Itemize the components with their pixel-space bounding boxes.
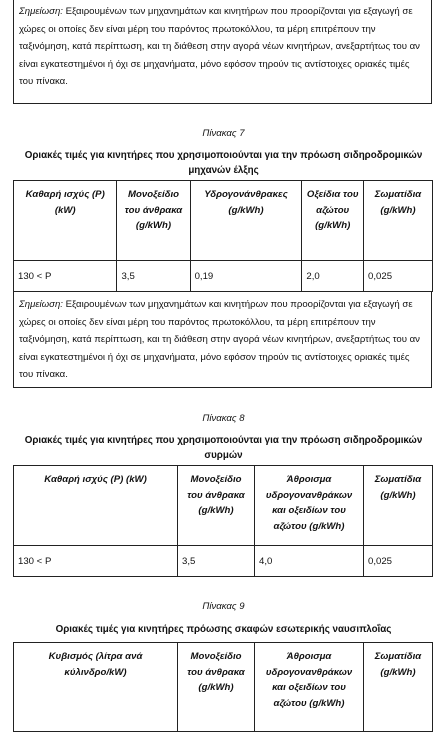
table8-header-hc-nox: Άθροισμα υδρογονανθράκων και οξειδίων του αζώτου (g/kWh) [255,466,364,546]
note-label: Σημείωση: [19,6,63,17]
table7-cell-hc: 0,19 [190,261,302,292]
table8-cell-co: 3,5 [178,546,255,577]
table9 [13,642,433,732]
table9-header-pm: Σωματίδια (g/kWh) [364,643,433,732]
table8-cell-hc-nox: 4,0 [255,546,364,577]
table-row [14,546,433,577]
table8-caption: Πίνακας 8 [202,413,245,424]
table-header-row [14,181,433,261]
note-box-top [13,0,432,104]
table9-header-displacement: Κυβισμός (λίτρα ανά κύλινδρο/kW) [14,643,178,732]
table9-header-co: Μονοξείδιο του άνθρακα (g/kWh) [178,643,255,732]
table7-title: Οριακές τιμές για κινητήρες που χρησιμοποιούνται για την πρόωση σιδηροδρομικών μηχανών έλξης [24,150,423,176]
note-text: Εξαιρουμένων των μηχανημάτων και κινητήρων που προορίζονται για εξαγωγή σε χώρες οι οποίες δεν είναι μέρη του παρόντος πρωτοκόλλου, τα μέρη επιτρέπουν την ταξινόμηση, κατά περίπτωση, και τη διάθεση στην αγορά νέων κινητήρων, ανεξαρτήτως του αν είναι εγκατεστημένοι ή όχι σε μηχανήματα, μόνο εφόσον τηρούν τις αντίστοιχες οριακές τιμές του πίνακα. [19,299,420,381]
table8-header-power: Καθαρή ισχύς (P) (kW) [14,466,178,546]
table8-header-pm: Σωματίδια (g/kWh) [364,466,433,546]
table8-title: Οριακές τιμές για κινητήρες που χρησιμοποιούνται για την πρόωση σιδηροδρομικών συρμών [24,435,423,461]
table7-header-nox: Οξείδια του αζώτου (g/kWh) [302,181,364,261]
table7 [13,180,433,292]
table7-header-hc: Υδρογονάνθρακες (g/kWh) [190,181,302,261]
note-text: Εξαιρουμένων των μηχανημάτων και κινητήρων που προορίζονται για εξαγωγή σε χώρες οι οποίες δεν είναι μέρη του παρόντος πρωτοκόλλου, τα μέρη επιτρέπουν την ταξινόμηση, κατά περίπτωση, και τη διάθεση στην αγορά νέων κινητήρων, ανεξαρτήτως του αν είναι εγκατεστημένοι ή όχι σε μηχανήματα, μόνο εφόσον τηρούν τις αντίστοιχες οριακές τιμές του πίνακα. [19,6,420,88]
table7-cell-nox: 2,0 [302,261,364,292]
table7-cell-power: 130 < P [14,261,117,292]
table8-header-co: Μονοξείδιο του άνθρακα (g/kWh) [178,466,255,546]
table7-caption: Πίνακας 7 [202,128,245,139]
table7-header-pm: Σωματίδια (g/kWh) [364,181,433,261]
table8-cell-pm: 0,025 [364,546,433,577]
table9-caption: Πίνακας 9 [202,601,245,612]
table9-header-hc-nox: Άθροισμα υδρογονανθράκων και οξειδίων του αζώτου (g/kWh) [255,643,364,732]
table8-cell-power: 130 < P [14,546,178,577]
table-header-row [14,643,433,732]
table8 [13,465,433,577]
note-box-mid [13,291,432,388]
table-header-row [14,466,433,546]
note-label: Σημείωση: [19,299,63,310]
table7-header-power: Καθαρή ισχύς (P)(kW) [14,181,117,261]
table7-cell-pm: 0,025 [364,261,433,292]
table-row [14,261,433,292]
table7-cell-co: 3,5 [117,261,190,292]
table9-title: Οριακές τιμές για κινητήρες πρόωσης σκαφών εσωτερικής ναυσιπλοΐας [55,624,392,635]
table7-header-co: Μονοξείδιο του άνθρακα (g/kWh) [117,181,190,261]
